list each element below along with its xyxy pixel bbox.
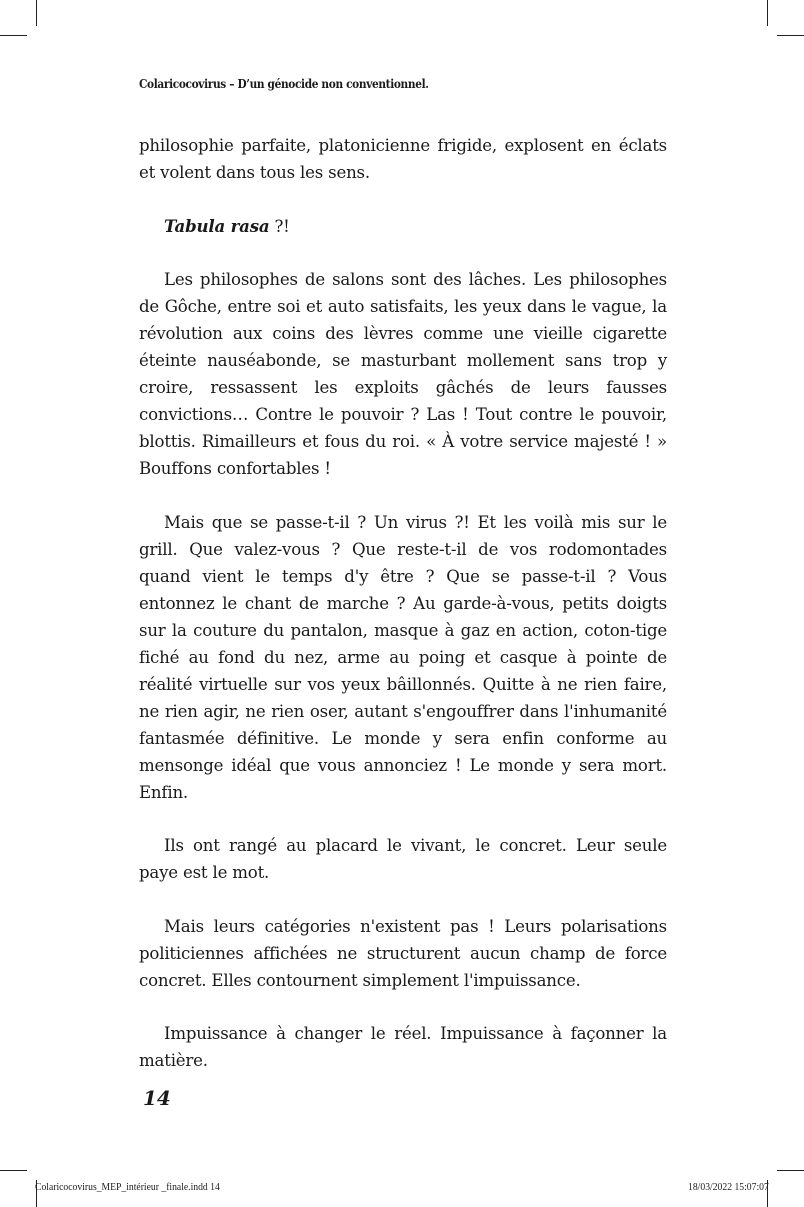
paragraph: Impuissance à changer le réel. Impuissance à façonner la matière.: [139, 1024, 667, 1070]
crop-mark-top-left-vertical: [36, 0, 37, 26]
paragraph-tabula-rasa: [139, 213, 667, 240]
paragraph: Ils ont rangé au placard le vivant, le concret. Leur seule paye est le mot.: [139, 836, 667, 882]
crop-mark-bottom-left-horizontal: [0, 1170, 27, 1171]
slug-timestamp: 18/03/2022 15:07:07: [688, 1182, 769, 1193]
punctuation: ?!: [269, 216, 290, 236]
paragraph: Mais que se passe-t-il ? Un virus ?! Et les voilà mis sur le grill. Que valez-vous ? Que reste-t-il de vos rodomontades quand vient le temps d'y être ? Que se passe-t-il ? Vous entonnez le chant de marche ? Au garde-à-vous, petits doigts sur la couture du pantalon, masque à gaz en action, coton-tige fiché au fond du nez, arme au poing et casque à pointe de réalité virtuelle sur vos yeux bâillonnés. Quitte à ne rien faire, ne rien agir, ne rien oser, autant s'engouffrer dans l'inhumanité fantasmée définitive. Le monde y sera enfin conforme au mensonge idéal que vous annonciez ! Le monde y sera mort. Enfin.: [139, 512, 667, 802]
paragraph-continuation: philosophie parfaite, platonicienne frigide, explosent en éclats et volent dans tous les sens.: [139, 136, 667, 182]
page-number: 14: [143, 1086, 171, 1110]
crop-mark-top-left-horizontal: [0, 35, 27, 36]
crop-mark-top-right-horizontal: [777, 35, 804, 36]
crop-mark-bottom-right-horizontal: [777, 1170, 804, 1171]
running-header: Colaricocovirus – D’un génocide non conventionnel.: [139, 77, 429, 91]
slug-filename: Colaricocovirus_MEP_intérieur _finale.indd 14: [35, 1182, 220, 1193]
crop-mark-top-right-vertical: [767, 0, 768, 26]
paragraph: Les philosophes de salons sont des lâches. Les philosophes de Gôche, entre soi et auto satisfaits, les yeux dans le vague, la révolution aux coins des lèvres comme une vieille cigarette éteinte nauséabonde, se masturbant mollement sans trop y croire, ressassent les exploits gâchés de leurs fausses convictions… Contre le pouvoir ? Las ! Tout contre le pouvoir, blottis. Rimailleurs et fous du roi. « À votre service majesté ! » Bouffons confortables !: [139, 270, 667, 478]
paragraph: Mais leurs catégories n'existent pas ! Leurs polarisations politiciennes affichées ne structurent aucun champ de force concret. Elles contournent simplement l'impuissance.: [139, 916, 667, 990]
italic-phrase: Tabula rasa: [164, 215, 270, 236]
body-text: [139, 132, 667, 1101]
